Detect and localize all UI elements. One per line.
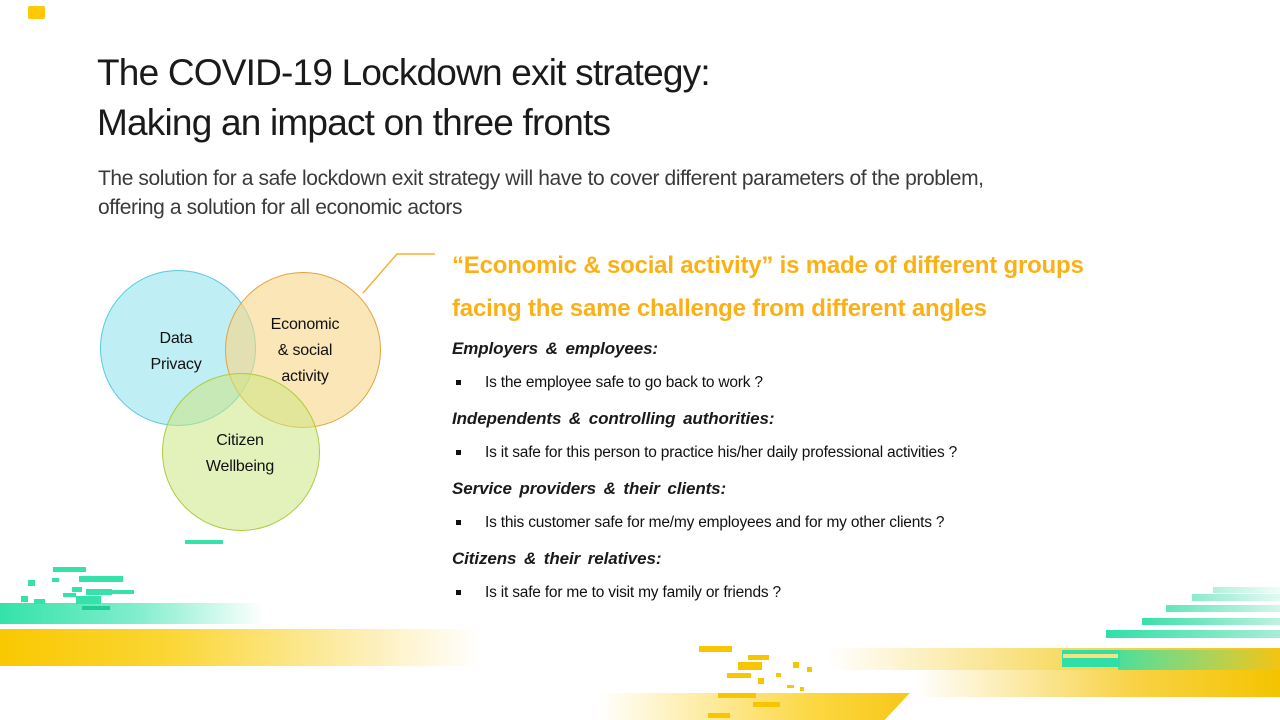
slide-title-line2: Making an impact on three fronts (97, 102, 611, 143)
slide-subtitle-line2: offering a solution for all economic actors (98, 196, 463, 219)
slide-subtitle-line1: The solution for a safe lockdown exit strategy will have to cover different parameters of the problem, (98, 167, 984, 190)
venn-label-citizen-wellbeing: Citizen Wellbeing (205, 432, 275, 475)
group-header-service-providers: Service providers & their clients: (452, 479, 727, 498)
group-bullet-text: Is this customer safe for me/my employees and for my other clients ? (485, 514, 945, 531)
venn-label-economic-social-activity: Economic & social activity (270, 316, 340, 385)
group-header-citizens: Citizens & their relatives: (452, 549, 662, 568)
group-header-employers: Employers & employees: (452, 339, 658, 358)
panel-heading-line1: “Economic & social activity” is made of different groups (452, 252, 1084, 279)
slide-title-line1: The COVID-19 Lockdown exit strategy: (97, 52, 710, 93)
group-bullet-text: Is it safe for me to visit my family or friends ? (485, 584, 781, 601)
group-bullet-text: Is the employee safe to go back to work ? (485, 374, 763, 391)
group-header-independents: Independents & controlling authorities: (452, 409, 775, 428)
panel-heading-line2: facing the same challenge from different angles (452, 295, 987, 322)
venn-label-data-privacy: Data Privacy (150, 330, 202, 373)
group-bullet-text: Is it safe for this person to practice his/her daily professional activities ? (485, 444, 958, 461)
